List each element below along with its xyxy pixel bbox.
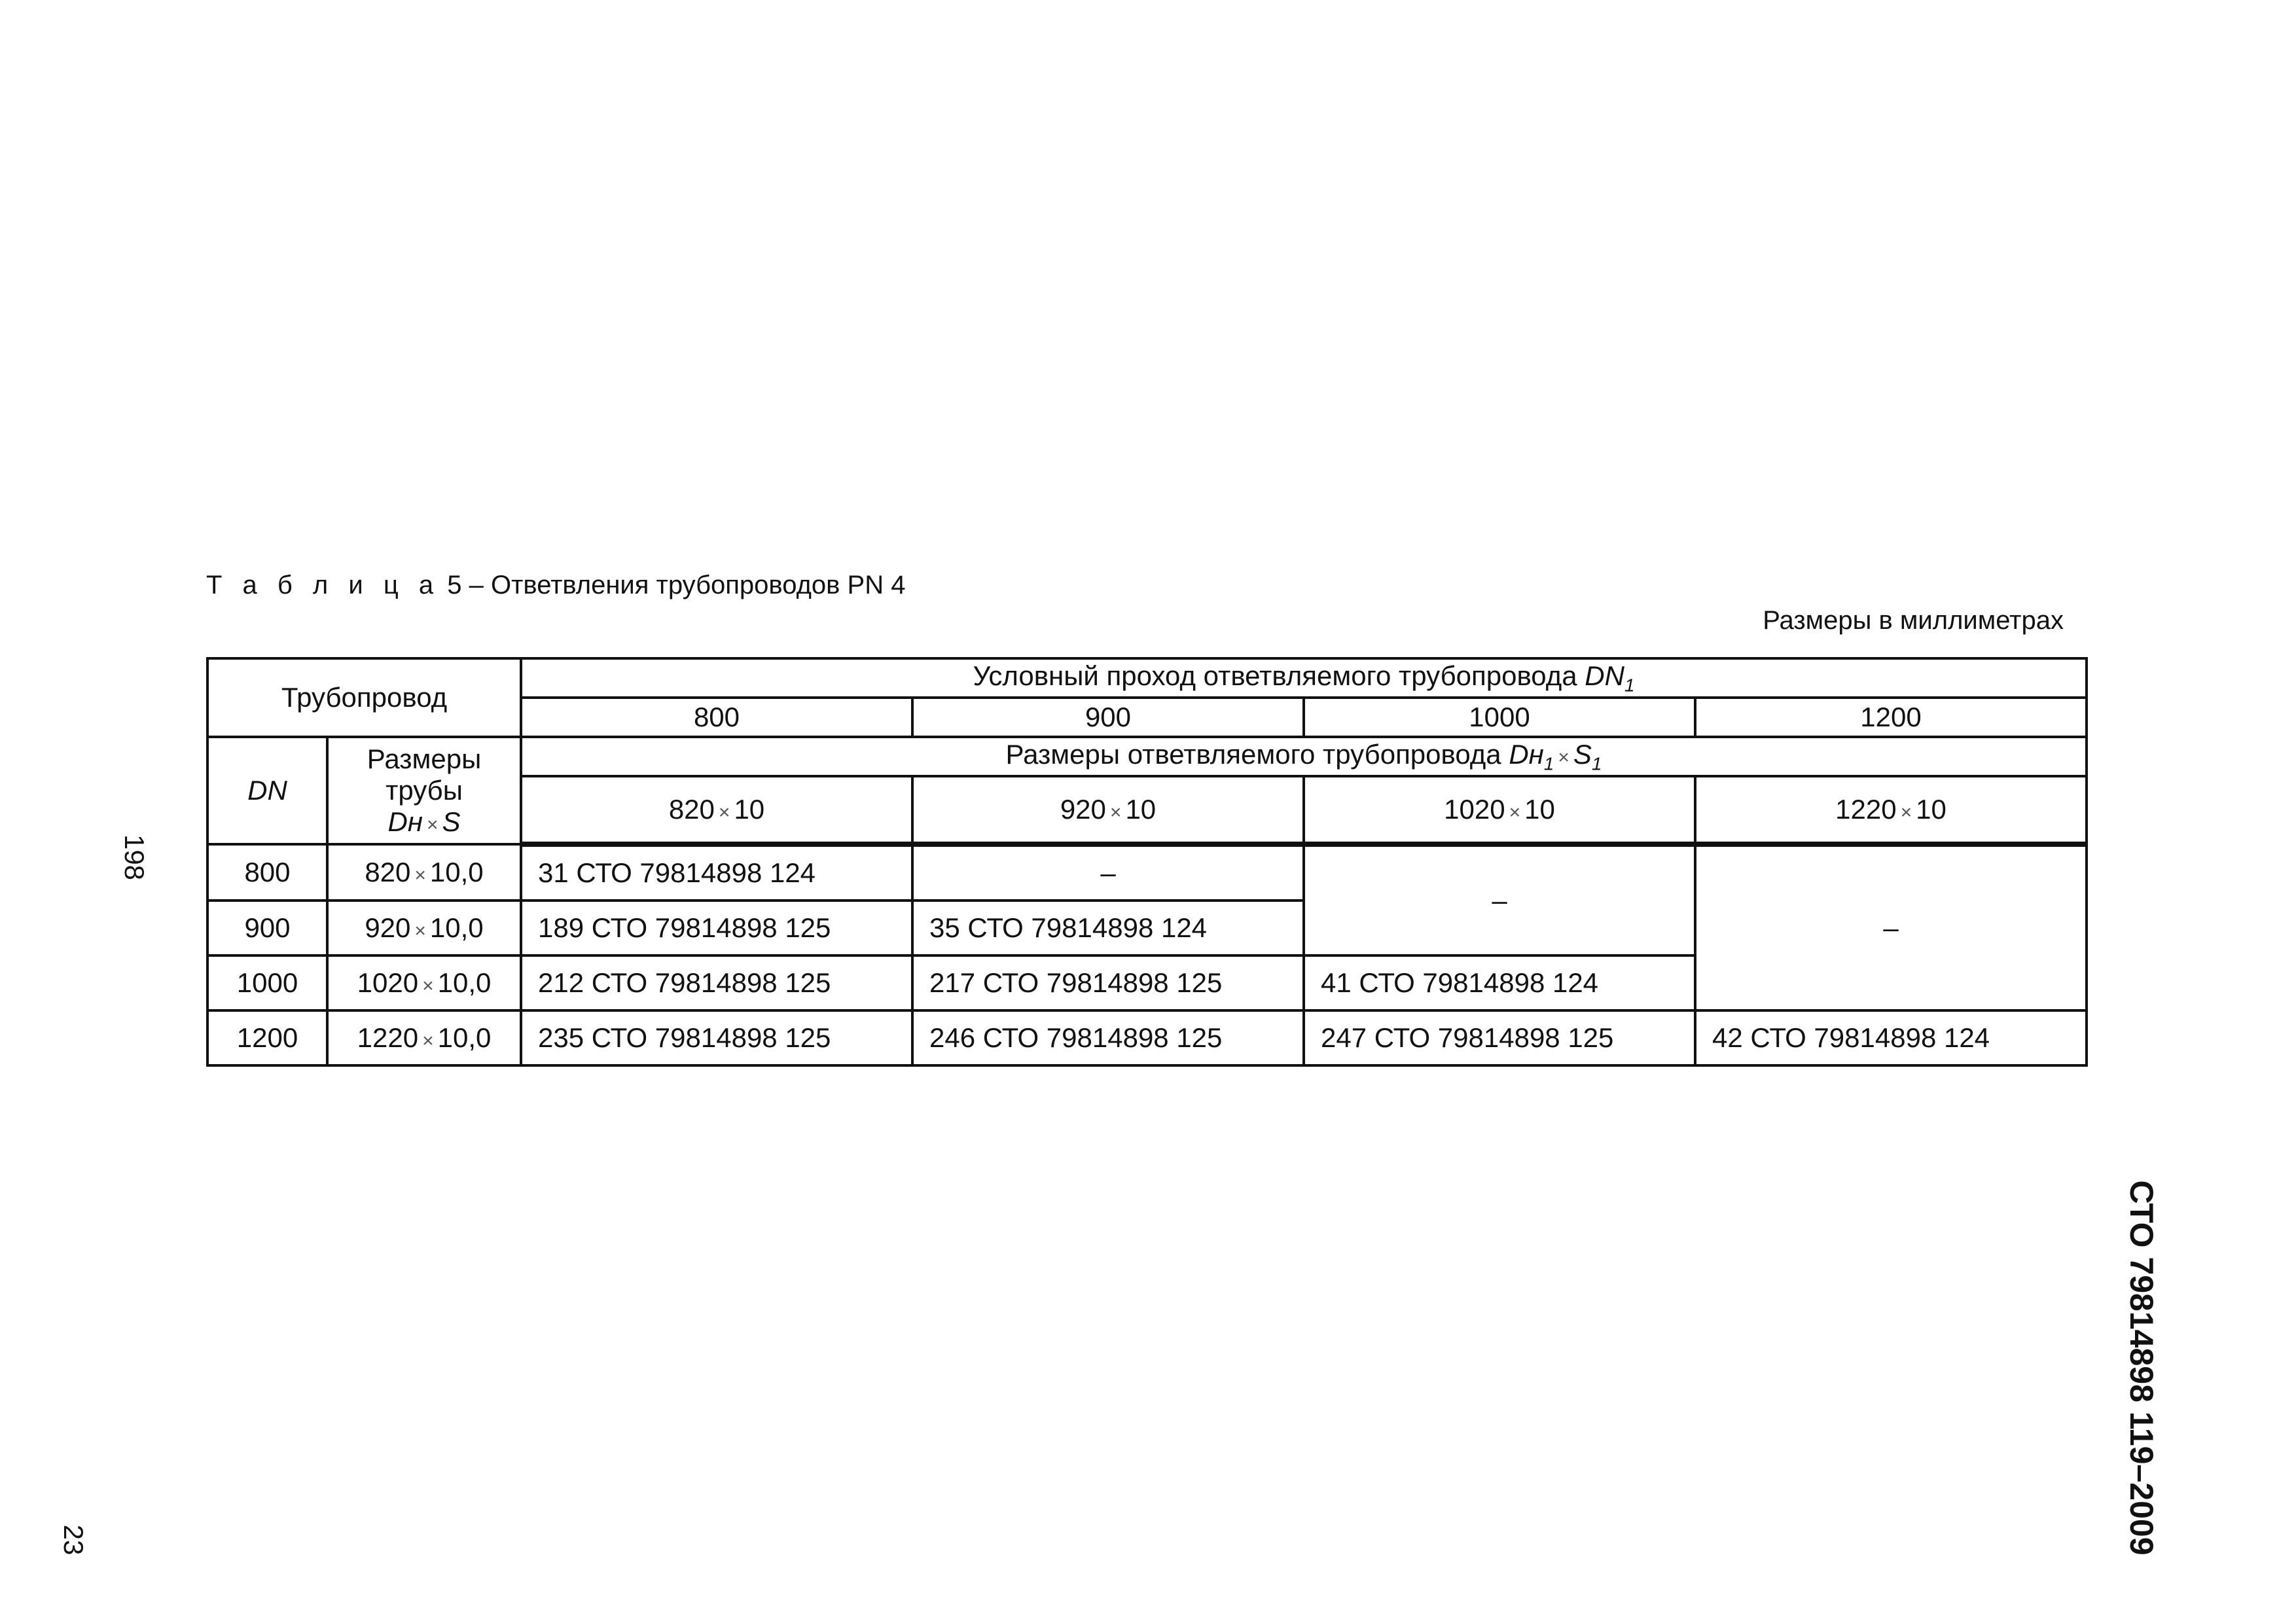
cell-dn: 900 xyxy=(207,901,327,955)
cell-pipe-size xyxy=(327,844,521,901)
branch-s-subscript: 1 xyxy=(1591,753,1602,774)
header-branch-sizes xyxy=(521,737,2087,776)
times-sign: × xyxy=(1109,801,1122,823)
header-dn-1000: 1000 xyxy=(1304,698,1695,737)
branch-size-d: 820 xyxy=(668,793,715,825)
pipe-size-s-symbol: S xyxy=(442,806,461,838)
header-nominal-bore xyxy=(521,658,2087,698)
table-row xyxy=(207,844,2087,901)
branch-size-1020 xyxy=(1304,776,1695,844)
cell-branch-1000: 247 СТО 79814898 125 xyxy=(1304,1010,1695,1065)
branches-table xyxy=(206,657,2088,1067)
cell-branch-1000: 41 СТО 79814898 124 xyxy=(1304,955,1695,1010)
branch-d-subscript: 1 xyxy=(1543,753,1554,774)
cell-branch-800: 212 СТО 79814898 125 xyxy=(521,955,912,1010)
header-dn-800: 800 xyxy=(521,698,912,737)
branch-size-d: 920 xyxy=(1060,793,1106,825)
page-number-bottom: 23 xyxy=(58,1524,89,1556)
pipe-d: 1020 xyxy=(357,967,419,998)
pipe-s: 10,0 xyxy=(437,967,492,998)
header-dn-900: 900 xyxy=(912,698,1304,737)
times-sign: × xyxy=(1900,801,1912,823)
times-sign: × xyxy=(414,919,426,942)
times-sign: × xyxy=(1509,801,1521,823)
cell-dn: 800 xyxy=(207,844,327,901)
cell-branch-900: 35 СТО 79814898 124 xyxy=(912,901,1304,955)
pipe-s: 10,0 xyxy=(429,912,484,943)
times-sign: × xyxy=(422,1029,434,1052)
cell-branch-1000-empty: – xyxy=(1304,844,1695,955)
table-row xyxy=(207,1010,2087,1065)
branch-size-d: 1220 xyxy=(1835,793,1897,825)
times-sign: × xyxy=(422,974,434,997)
cell-pipe-size xyxy=(327,901,521,955)
table-caption-text: 5 – Ответвления трубопроводов PN 4 xyxy=(447,571,906,599)
table-caption-label: Т а б л и ц а xyxy=(206,571,440,599)
times-sign: × xyxy=(718,801,730,823)
branch-size-s: 10 xyxy=(1524,793,1555,825)
header-dn-1200: 1200 xyxy=(1695,698,2087,737)
cell-branch-1200-empty: – xyxy=(1695,844,2087,1010)
cell-branch-1200: 42 СТО 79814898 124 xyxy=(1695,1010,2087,1065)
table-caption xyxy=(206,571,905,600)
cell-pipe-size xyxy=(327,1010,521,1065)
cell-branch-900: – xyxy=(912,844,1304,901)
times-sign: × xyxy=(426,814,439,836)
header-row-3 xyxy=(207,737,2087,776)
header-pipe-size-line2: трубы xyxy=(386,774,463,806)
cell-branch-800: 31 СТО 79814898 124 xyxy=(521,844,912,901)
header-pipeline: Трубопровод xyxy=(207,658,521,737)
cell-branch-800: 235 СТО 79814898 125 xyxy=(521,1010,912,1065)
pipe-s: 10,0 xyxy=(437,1022,492,1053)
branch-size-d: 1020 xyxy=(1444,793,1505,825)
header-nominal-text: Условный проход ответвляемого трубопровода xyxy=(973,660,1577,691)
header-nominal-symbol: DN xyxy=(1585,660,1624,691)
pipe-d: 920 xyxy=(365,912,411,943)
cell-branch-900: 246 СТО 79814898 125 xyxy=(912,1010,1304,1065)
header-nominal-subscript: 1 xyxy=(1624,675,1635,696)
header-pipe-size xyxy=(327,737,521,844)
branch-size-s: 10 xyxy=(1916,793,1946,825)
cell-branch-900: 217 СТО 79814898 125 xyxy=(912,955,1304,1010)
pipe-size-d-symbol: Dн xyxy=(387,806,423,838)
page-number-side: 198 xyxy=(119,834,150,881)
header-pipe-size-symbol xyxy=(334,806,514,838)
branch-s-symbol: S xyxy=(1573,738,1592,770)
document-code: СТО 79814898 119–2009 xyxy=(2123,1180,2160,1556)
times-sign: × xyxy=(1558,746,1570,768)
header-dn: DN xyxy=(207,737,327,844)
times-sign: × xyxy=(414,864,426,886)
branch-size-s: 10 xyxy=(734,793,765,825)
cell-dn: 1200 xyxy=(207,1010,327,1065)
header-branch-sizes-text: Размеры ответвляемого трубопровода xyxy=(1005,738,1501,770)
pipe-d: 820 xyxy=(365,856,411,887)
pipe-d: 1220 xyxy=(357,1022,419,1053)
cell-dn: 1000 xyxy=(207,955,327,1010)
branch-size-s: 10 xyxy=(1125,793,1157,825)
units-note: Размеры в миллиметрах xyxy=(1763,606,2064,635)
header-pipe-size-line1: Размеры xyxy=(367,743,482,774)
pipe-s: 10,0 xyxy=(429,856,484,887)
header-row-1 xyxy=(207,658,2087,698)
branch-size-1220 xyxy=(1695,776,2087,844)
cell-branch-800: 189 СТО 79814898 125 xyxy=(521,901,912,955)
cell-pipe-size xyxy=(327,955,521,1010)
branch-d-symbol: Dн xyxy=(1509,738,1544,770)
branch-size-820 xyxy=(521,776,912,844)
branch-size-920 xyxy=(912,776,1304,844)
